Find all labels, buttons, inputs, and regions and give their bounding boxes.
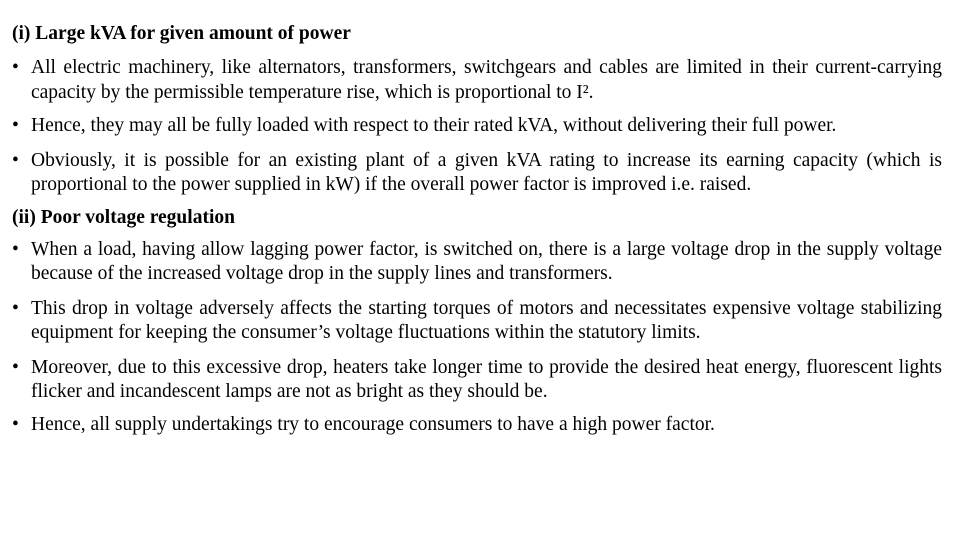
- bullet-item: [12, 56, 942, 105]
- bullet-icon: •: [12, 413, 19, 435]
- bullet-icon: •: [12, 356, 19, 378]
- bullet-text: Moreover, due to this excessive drop, heaters take longer time to provide the desired heat energy, fluorescent lights flicker and incandescent lamps are not as bright as they should be.: [31, 356, 942, 402]
- bullet-icon: •: [12, 57, 19, 78]
- bullet-icon: •: [12, 115, 19, 136]
- section-heading-large-kva: (i) Large kVA for given amount of power: [12, 23, 351, 44]
- bullet-icon: •: [12, 238, 19, 260]
- bullet-item: [12, 356, 942, 405]
- bullet-icon: •: [12, 297, 19, 319]
- bullet-icon: •: [12, 149, 19, 171]
- bullet-item: [12, 297, 942, 346]
- bullet-text: All electric machinery, like alternators, transformers, switchgears and cables are limited in their current-carrying capacity by the permissible temperature rise, which is proportional to I².: [31, 57, 942, 103]
- section1-bullet-list: [12, 56, 942, 198]
- bullet-item: [12, 413, 942, 438]
- bullet-text: Hence, all supply undertakings try to encourage consumers to have a high power factor.: [31, 413, 715, 435]
- slide-content: [12, 22, 942, 447]
- bullet-item: [12, 238, 942, 287]
- bullet-item: [12, 114, 942, 139]
- bullet-text: This drop in voltage adversely affects the starting torques of motors and necessitates expensive voltage stabilizing equipment for keeping the consumer’s voltage fluctuations within the statutory limits.: [31, 297, 942, 343]
- bullet-text: Obviously, it is possible for an existing plant of a given kVA rating to increase its earning capacity (which is proportional to the power supplied in kW) if the overall power factor is improved i.e. raised.: [31, 149, 942, 195]
- bullet-text: When a load, having allow lagging power factor, is switched on, there is a large voltage drop in the supply voltage because of the increased voltage drop in the supply lines and transformers.: [31, 238, 942, 284]
- bullet-text: Hence, they may all be fully loaded with respect to their rated kVA, without delivering their full power.: [31, 115, 837, 136]
- section-heading-voltage-regulation: (ii) Poor voltage regulation: [12, 206, 235, 228]
- bullet-item: [12, 149, 942, 198]
- section2-bullet-list: [12, 238, 942, 438]
